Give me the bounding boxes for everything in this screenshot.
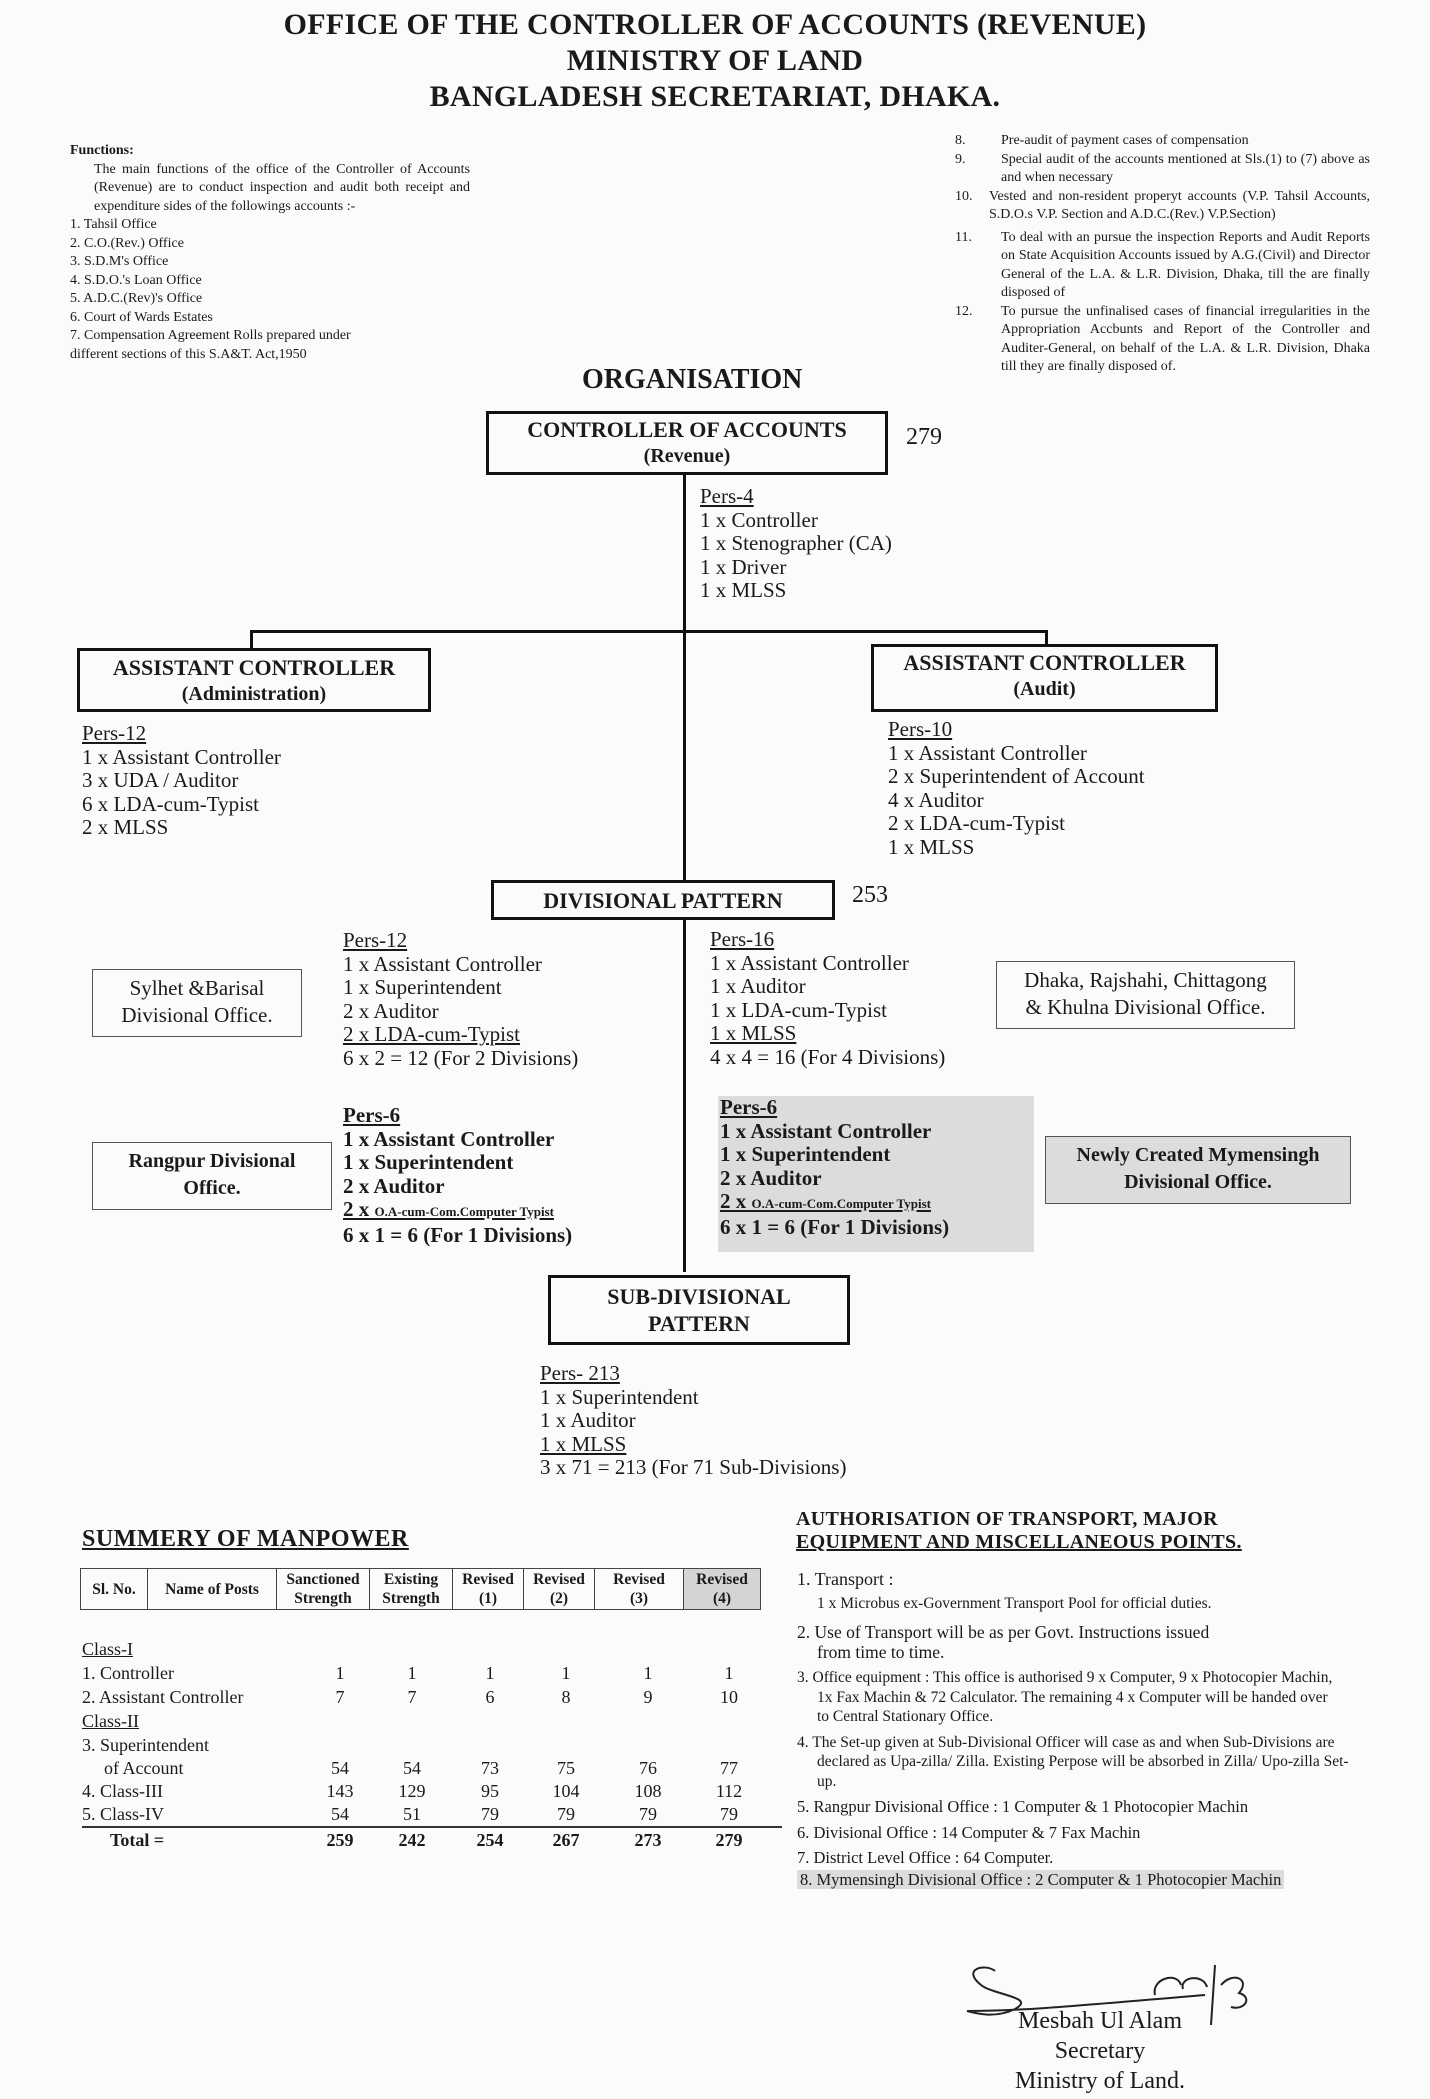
auth-point-5: 5. Rangpur Divisional Office : 1 Computer & 1 Photocopier Machin xyxy=(797,1797,1249,1816)
auth-point-1-detail: 1 x Microbus ex-Government Transport Pool for official duties. xyxy=(817,1594,1212,1612)
header-line-1: OFFICE OF THE CONTROLLER OF ACCOUNTS (REVENUE) xyxy=(283,8,1147,41)
summary-cell: 95 xyxy=(481,1781,499,1801)
summary-table xyxy=(80,1568,761,1610)
ac-audit-box: ASSISTANT CONTROLLER (Audit) xyxy=(871,644,1218,712)
connector-ac-bar xyxy=(250,630,1048,633)
sylhet-barisal-office-box: Sylhet &Barisal Divisional Office. xyxy=(92,969,302,1037)
summary-cell: 7 xyxy=(407,1687,417,1707)
function-item-10: 10. Vested and non-resident properyt accounts (V.P. Tahsil Accounts, S.D.O.s V.P. Section and A.D.C.(Rev.) V.P.Section) xyxy=(955,188,1370,222)
controller-total: 279 xyxy=(906,424,942,450)
header-line-3: BANGLADESH SECRETARIAT, DHAKA. xyxy=(429,80,1001,113)
summary-header-name: Name of Posts xyxy=(148,1569,277,1610)
summary-cell: 1 xyxy=(485,1663,495,1683)
divisional-pattern-box: DIVISIONAL PATTERN xyxy=(491,880,835,920)
summary-cell: 6 xyxy=(485,1687,495,1707)
mymensingh-staff: Pers-6 1 x Assistant Controller 1 x Superintendent 2 x Auditor 2 x O.A-cum-Com.Computer Typist 6 x 1 = 6 (For 1 Divisions) xyxy=(720,1095,950,1239)
signatory-org: Ministry of Land. xyxy=(1015,2068,1185,2094)
summary-total-cell: 267 xyxy=(552,1830,580,1850)
auth-point-4: 4. The Set-up given at Sub-Divisional Officer will case as and when Sub-Divisions are declared as Upa-zilla/ Zilla. Existing Perpose will be absorbed in Zilla/ Upo-zilla Set-up. xyxy=(797,1733,1349,1790)
summary-header-revised-1: Revised (1) xyxy=(453,1569,524,1610)
summary-cell: 77 xyxy=(720,1758,738,1778)
mymensingh-office-box: Newly Created Mymensingh Divisional Office. xyxy=(1045,1136,1351,1204)
summary-cell: 9 xyxy=(643,1687,653,1707)
function-item-9: 9. Special audit of the accounts mentioned at Sls.(1) to (7) above as and when necessary xyxy=(955,151,1370,185)
summary-cell: 75 xyxy=(557,1758,575,1778)
summary-total-cell: 259 xyxy=(326,1830,354,1850)
function-item-8: 8. Pre-audit of payment cases of compensation xyxy=(955,133,1249,148)
summary-row-name: 4. Class-III xyxy=(82,1781,163,1801)
signature-block xyxy=(950,2006,1250,2096)
summary-cell: 112 xyxy=(715,1781,743,1801)
auth-point-8: 8. Mymensingh Divisional Office : 2 Computer & 1 Photocopier Machin xyxy=(797,1870,1284,1890)
function-item-11: 11. To deal with an pursue the inspection Reports and Audit Reports on State Acquisition Accounts issued by A.G.(Civil) and Director General of the L.A. & L.R. Division, Dhaka, till the are finally disposed of xyxy=(955,229,1370,300)
summary-total-cell: 273 xyxy=(634,1830,662,1850)
divisional-total: 253 xyxy=(852,882,888,908)
summary-header-revised-4: Revised (4) xyxy=(684,1569,761,1610)
summary-cell: 79 xyxy=(639,1804,657,1824)
summary-cell: 7 xyxy=(335,1687,345,1707)
auth-point-6: 6. Divisional Office : 14 Computer & 7 Fax Machin xyxy=(797,1822,1141,1842)
ac-audit-staff: Pers-10 1 x Assistant Controller 2 x Superintendent of Account 4 x Auditor 2 x LDA-cum-Typist 1 x MLSS xyxy=(888,717,1145,859)
function-item: 4. S.D.O.'s Loan Office xyxy=(70,272,202,288)
functions-right xyxy=(955,132,1370,377)
summary-cell: 10 xyxy=(720,1687,738,1707)
summary-header-revised-2: Revised (2) xyxy=(524,1569,595,1610)
controller-staff: Pers-4 1 x Controller 1 x Stenographer (CA) 1 x Driver 1 x MLSS xyxy=(700,484,892,602)
signatory-title: Secretary xyxy=(1054,2038,1146,2064)
summary-cell: 54 xyxy=(403,1758,421,1778)
summary-row-name: 1. Controller xyxy=(82,1663,174,1683)
summary-cell: 54 xyxy=(331,1758,349,1778)
controller-box: CONTROLLER OF ACCOUNTS (Revenue) xyxy=(486,411,888,475)
summary-total-label: Total = xyxy=(110,1830,165,1850)
functions-left xyxy=(70,142,470,364)
function-item: 2. C.O.(Rev.) Office xyxy=(70,235,184,251)
sub-divisional-staff: Pers- 213 1 x Superintendent 1 x Auditor 1 x MLSS 3 x 71 = 213 (For 71 Sub-Divisions) xyxy=(540,1361,847,1479)
header-line-2: MINISTRY OF LAND xyxy=(566,44,864,77)
function-item: 5. A.D.C.(Rev)'s Office xyxy=(70,291,203,306)
rangpur-office-box: Rangpur Divisional Office. xyxy=(92,1142,332,1210)
summary-cell: 1 xyxy=(643,1663,653,1683)
summary-cell: 76 xyxy=(639,1758,657,1778)
summary-cell: 1 xyxy=(407,1663,417,1683)
summary-cell: 104 xyxy=(552,1781,580,1801)
summary-cell: 54 xyxy=(331,1804,349,1824)
connector-main-trunk xyxy=(683,472,686,1272)
summary-cell: 1 xyxy=(561,1663,571,1683)
summary-header-row xyxy=(81,1569,761,1610)
auth-point-2: 2. Use of Transport will be as per Govt. Instructions issued from time to time. xyxy=(797,1622,1210,1662)
summary-header-sanctioned: Sanctioned Strength xyxy=(277,1569,370,1610)
function-item: 6. Court of Wards Estates xyxy=(70,309,213,325)
dhaka-division-staff: Pers-16 1 x Assistant Controller 1 x Auditor 1 x LDA-cum-Typist 1 x MLSS 4 x 4 = 16 (For 4 Divisions) xyxy=(710,927,946,1069)
summary-cell: 79 xyxy=(557,1804,575,1824)
summary-cell: 1 xyxy=(724,1663,734,1683)
summary-row-name: 5. Class-IV xyxy=(82,1804,164,1824)
summary-total-cell: 254 xyxy=(476,1830,504,1850)
summary-cell: 79 xyxy=(720,1804,738,1824)
summary-cell: 8 xyxy=(561,1687,571,1707)
ac-admin-staff: Pers-12 1 x Assistant Controller 3 x UDA / Auditor 6 x LDA-cum-Typist 2 x MLSS xyxy=(82,721,281,839)
summary-cell: 1 xyxy=(335,1663,345,1683)
auth-point-1: 1. Transport : xyxy=(797,1569,894,1589)
auth-point-3: 3. Office equipment : This office is authorised 9 x Computer, 9 x Photocopier Machin, 1x Fax Machin & 72 Calculator. The remaining 4 x Computer will be handed over to Central Stationary Office. xyxy=(797,1669,1333,1725)
functions-intro: The main functions of the office of the Controller of Accounts (Revenue) are to conduct inspection and audit both receipt and expenditure sides of the followings accounts :- xyxy=(94,161,470,214)
summary-total-rule xyxy=(82,1826,782,1828)
sylhet-barisal-staff: Pers-12 1 x Assistant Controller 1 x Superintendent 2 x Auditor 2 x LDA-cum-Typist 6 x 2 = 12 (For 2 Divisions) xyxy=(343,928,579,1070)
summary-row-name: 2. Assistant Controller xyxy=(82,1687,244,1707)
summary-cell: 143 xyxy=(326,1781,354,1801)
summary-header-existing: Existing Strength xyxy=(370,1569,453,1610)
summary-header-slno: Sl. No. xyxy=(81,1569,148,1610)
organisation-title: ORGANISATION xyxy=(582,364,803,395)
ac-admin-box: ASSISTANT CONTROLLER (Administration) xyxy=(77,648,431,712)
summary-class-2: Class-II xyxy=(82,1711,139,1731)
summary-header-revised-3: Revised (3) xyxy=(595,1569,684,1610)
summary-cell: 73 xyxy=(481,1758,499,1778)
functions-heading: Functions: xyxy=(70,143,134,158)
function-item: 3. S.D.M's Office xyxy=(70,254,169,269)
summary-cell: 129 xyxy=(398,1781,426,1801)
authorisation-title: AUTHORISATION OF TRANSPORT, MAJOR EQUIPMENT AND MISCELLANEOUS POINTS. xyxy=(796,1508,1242,1553)
summary-class-1: Class-I xyxy=(82,1639,133,1659)
function-item: 1. Tahsil Office xyxy=(70,217,157,232)
rangpur-staff: Pers-6 1 x Assistant Controller 1 x Superintendent 2 x Auditor 2 x O.A-cum-Com.Computer Typist 6 x 1 = 6 (For 1 Divisions) xyxy=(343,1103,573,1247)
summary-row-name-cont: of Account xyxy=(104,1758,184,1778)
summary-total-cell: 279 xyxy=(715,1830,743,1850)
summary-cell: 108 xyxy=(634,1781,662,1801)
function-item-12: 12. To pursue the unfinalised cases of financial irregularities in the Appropriation Accbunts and Report of the Controller and Auditer-General, on behalf of the L.A. & L.R. Division, Dhaka till they are finally disposed of. xyxy=(955,303,1370,374)
authorisation-points xyxy=(797,1570,1377,1895)
dhaka-rajshahi-chittagong-khulna-office-box: Dhaka, Rajshahi, Chittagong & Khulna Divisional Office. xyxy=(996,961,1295,1029)
signatory-name: Mesbah Ul Alam xyxy=(1018,2008,1182,2034)
summary-row-name: 3. Superintendent xyxy=(82,1735,209,1755)
summary-title: SUMMERY OF MANPOWER xyxy=(82,1526,409,1552)
sub-divisional-pattern-box: SUB-DIVISIONAL PATTERN xyxy=(548,1275,850,1345)
summary-cell: 51 xyxy=(403,1804,421,1824)
auth-point-7: 7. District Level Office : 64 Computer. xyxy=(797,1848,1054,1867)
summary-total-cell: 242 xyxy=(398,1830,426,1850)
summary-cell: 79 xyxy=(481,1804,499,1824)
function-item: 7. Compensation Agreement Rolls prepared under different sections of this S.A&T. Act,1950 xyxy=(70,328,351,362)
